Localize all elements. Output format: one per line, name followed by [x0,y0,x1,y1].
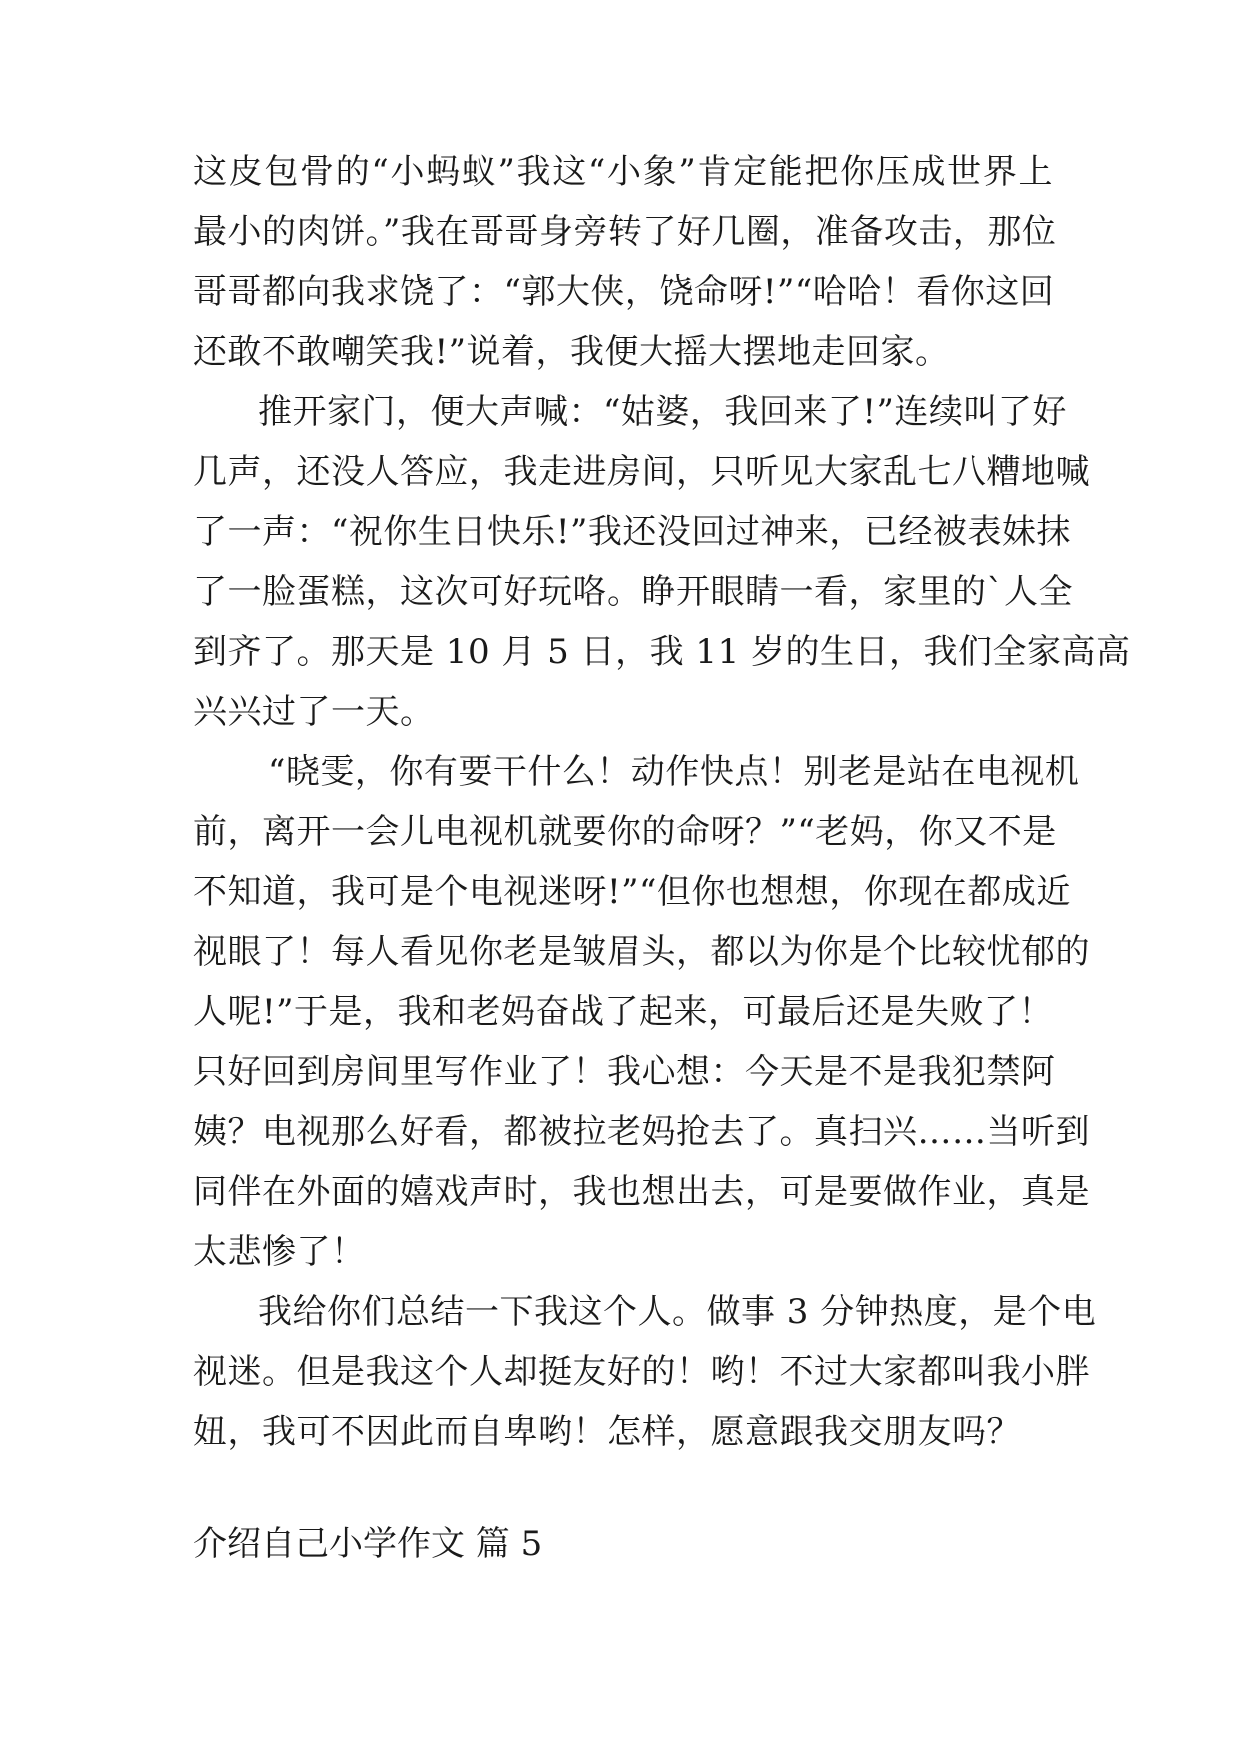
text-line: 人呢!”于是，我和老妈奋战了起来，可最后还是失败了！ [193,992,1054,1032]
text-line: 还敢不敢嘲笑我!”说着，我便大摇大摆地走回家。 [193,332,950,372]
text-line: 最小的肉饼。”我在哥哥身旁转了好几圈，准备攻击，那位 [193,212,1057,252]
text-line: 只好回到房间里写作业了！我心想：今天是不是我犯禁阿 [193,1052,1056,1092]
text-line: 同伴在外面的嬉戏声时，我也想出去，可是要做作业，真是 [193,1172,1090,1212]
text-line: 这皮包骨的“小蚂蚁”我这“小象”肯定能把你压成世界上 [193,152,1053,192]
text-line: 视迷。但是我这个人却挺友好的！哟！不过大家都叫我小胖 [193,1352,1090,1392]
section-heading: 介绍自己小学作文 篇 5 [193,1524,543,1564]
text-line: 兴兴过了一天。 [193,692,435,732]
text-line: 推开家门，便大声喊：“姑婆，我回来了!”连续叫了好 [258,392,1067,432]
text-line: 了一声：“祝你生日快乐!”我还没回过神来，已经被表妹抹 [193,512,1071,552]
text-line: 视眼了！每人看见你老是皱眉头，都以为你是个比较忧郁的 [193,932,1090,972]
text-line: 妞，我可不因此而自卑哟！怎样，愿意跟我交朋友吗？ [193,1412,1021,1452]
text-line: 姨？电视那么好看，都被拉老妈抢去了。真扫兴……当听到 [193,1112,1090,1152]
text-line: “晓雯，你有要干什么！动作快点！别老是站在电视机 [268,752,1080,792]
text-line: 哥哥都向我求饶了：“郭大侠，饶命呀!”“哈哈！看你这回 [193,272,1055,312]
text-line: 我给你们总结一下我这个人。做事 3 分钟热度，是个电 [258,1292,1097,1332]
text-line: 不知道，我可是个电视迷呀!”“但你也想想，你现在都成近 [193,872,1071,912]
text-line: 几声，还没人答应，我走进房间，只听见大家乱七八糟地喊 [193,452,1090,492]
text-line: 到齐了。那天是 10 月 5 日，我 11 岁的生日，我们全家高高 [193,632,1131,672]
text-line: 前，离开一会儿电视机就要你的命呀？”“老妈，你又不是 [193,812,1057,852]
text-line: 了一脸蛋糕，这次可好玩咯。睁开眼睛一看，家里的`人全 [193,572,1073,612]
text-line: 太悲惨了！ [193,1232,366,1272]
